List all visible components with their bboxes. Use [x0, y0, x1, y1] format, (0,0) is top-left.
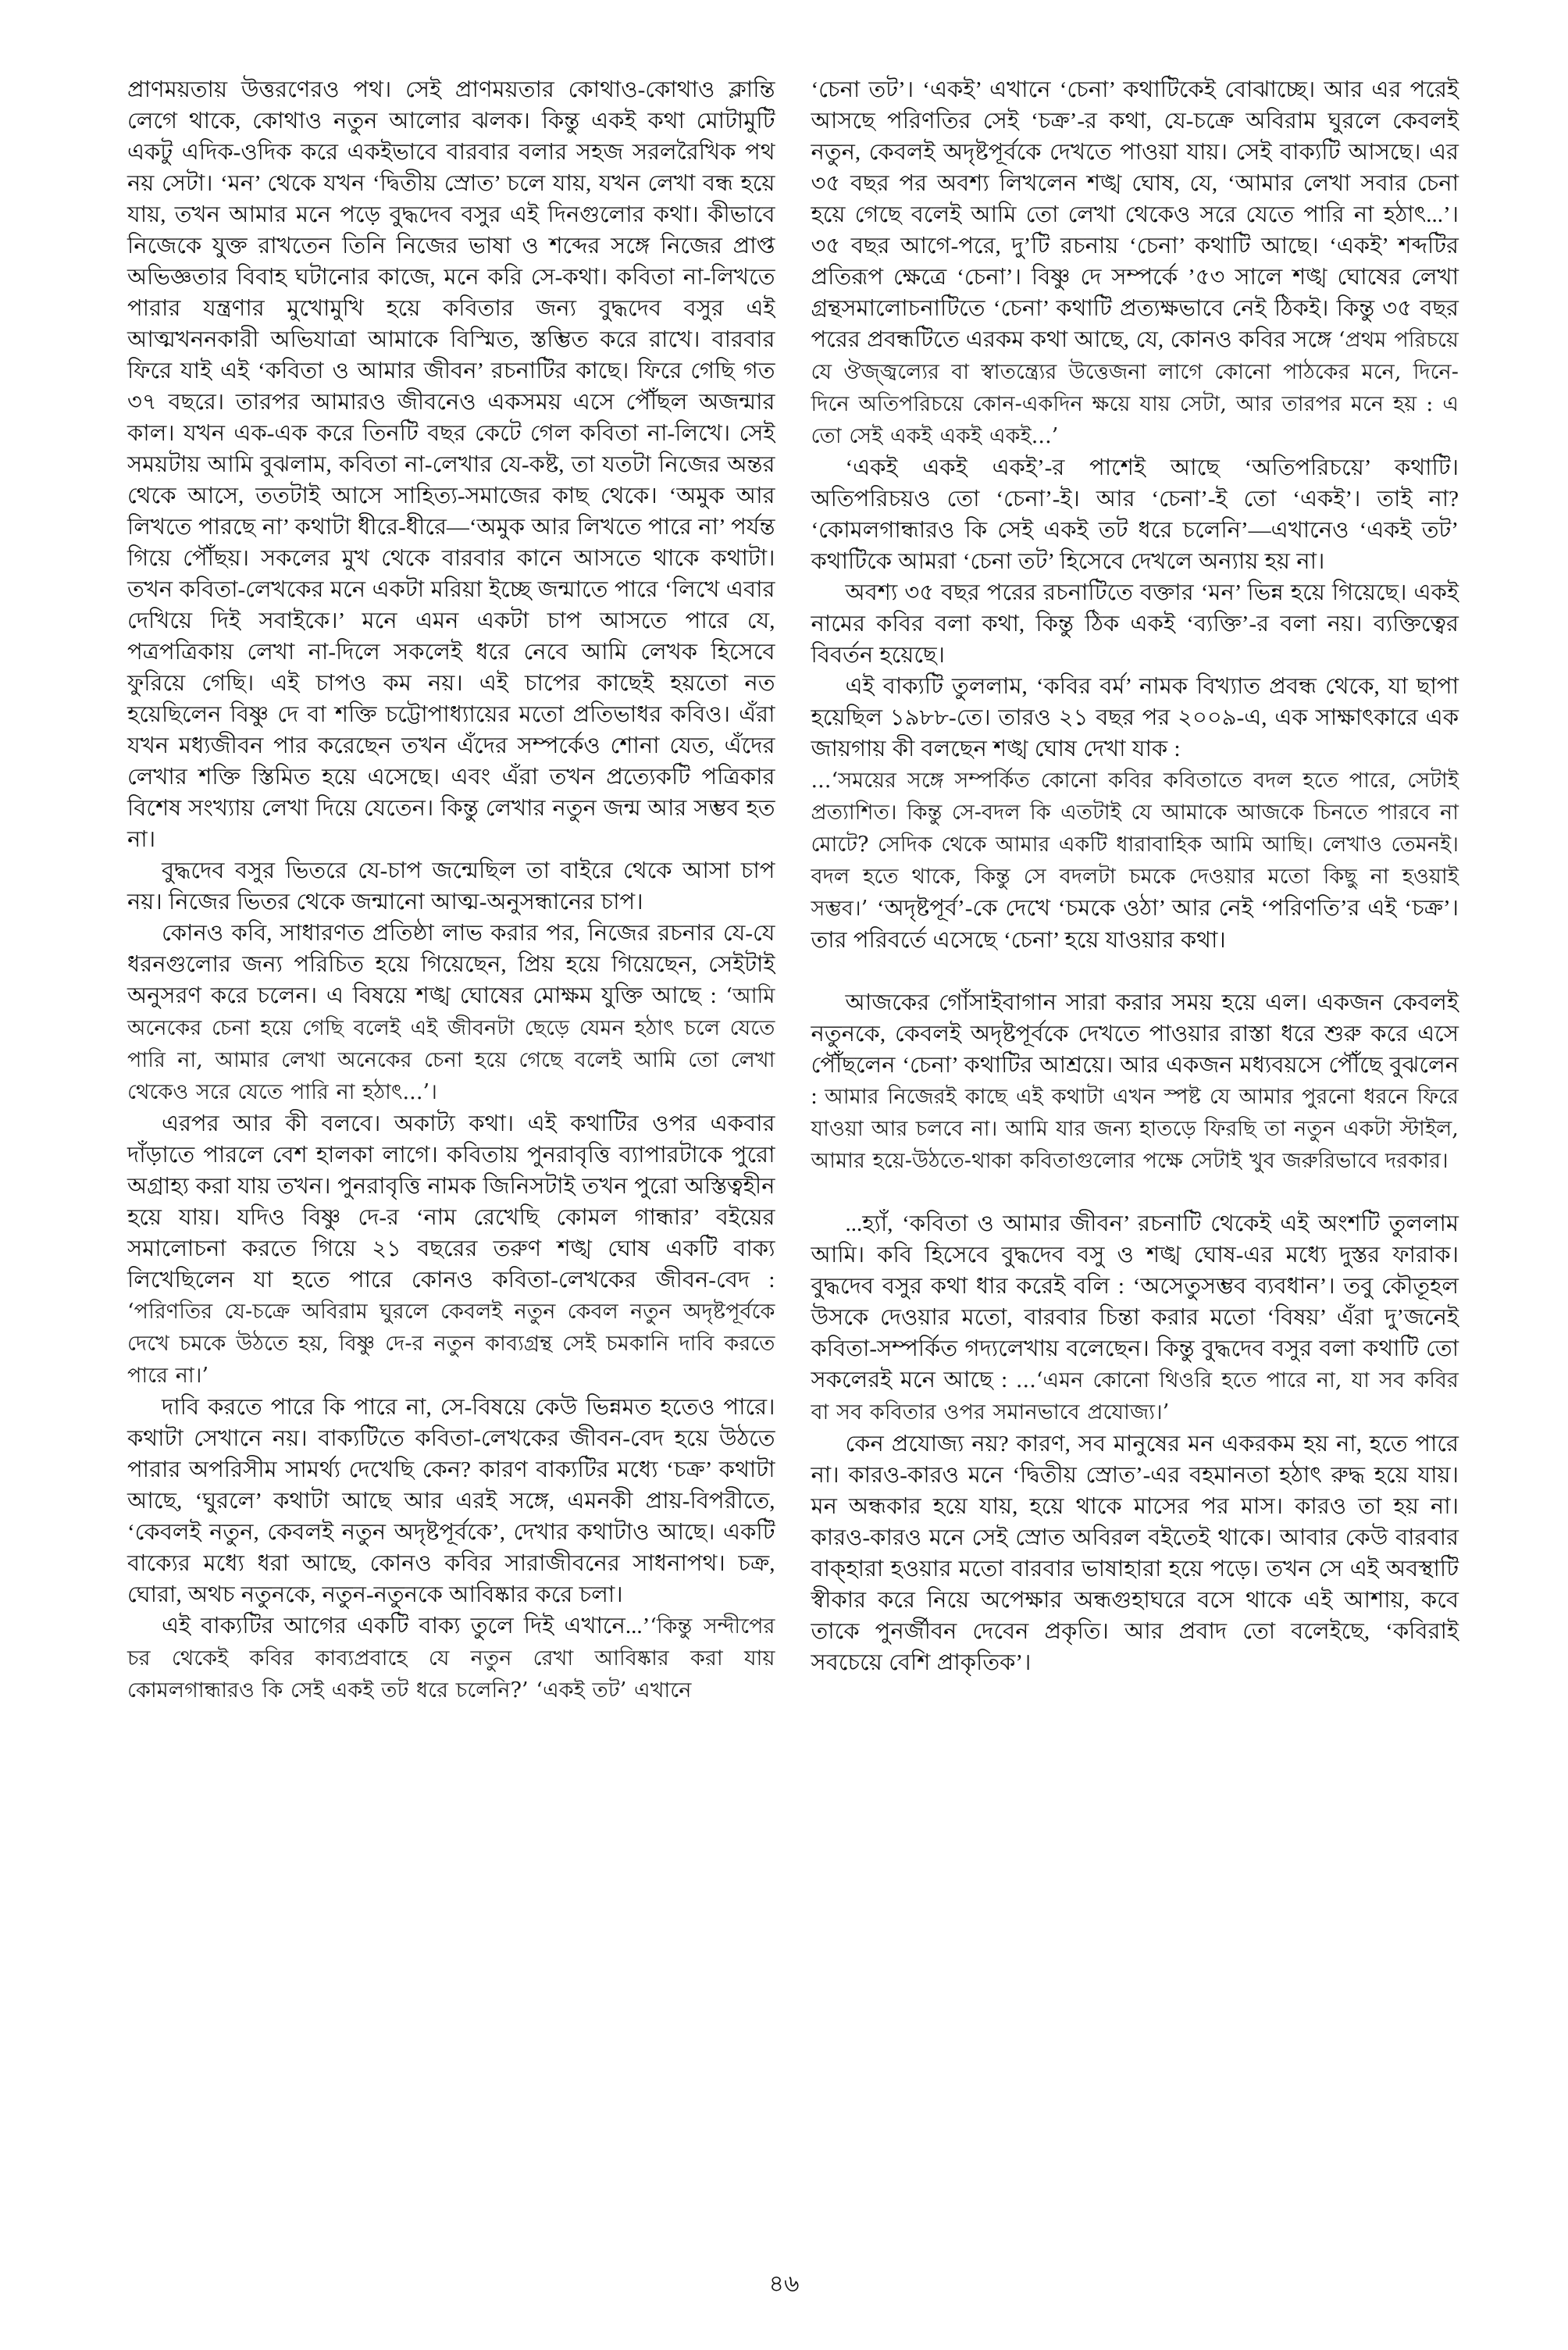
body-text: ‘একই একই একই’-র পাশেই আছে ‘অতিপরিচয়ে’ কথাটি। অতিপরিচয়ও তো ‘চেনা’-ই। আর ‘চেনা’-ই তো ‘একই’। তাই না? ‘কোমলগান্ধারও কি সেই একই তট ধরে চলেনি’—এখানেও ‘একই তট’ কথাটিকে আমরা ‘চেনা তট’ হিসেবে দেখলে অন্যায় হয় না।	[811, 455, 1459, 574]
body-text: অবশ্য ৩৫ বছর পরের রচনাটিতে বক্তার ‘মন’ ভিন্ন হয়ে গিয়েছে। একই নামের কবির বলা কথা, কিন্তু ঠিক একই ‘ব্যক্তি’-র বলা নয়। ব্যক্তিত্বের বিবর্তন হয়েছে।	[811, 580, 1459, 668]
quoted-text: আমার নিজেরই কাছে এই কথাটা এখন স্পষ্ট যে আমার পুরনো ধরনে ফিরে যাওয়া আর চলবে না। আমি যার জন্য হাতড়ে ফিরছি তা নতুন একটা স্টাইল, আমার হয়ে-উঠতে-থাকা কবিতাগুলোর পক্ষে সেটাই খুব জরুরিভাবে দরকার।	[811, 1085, 1459, 1173]
paragraph	[811, 74, 1459, 452]
paragraph	[811, 1428, 1459, 1678]
paragraph	[127, 74, 775, 855]
paragraph	[127, 1610, 775, 1706]
paragraph	[811, 452, 1459, 577]
paragraph	[127, 1108, 775, 1392]
right-column	[811, 74, 1459, 1678]
body-text: কোনও কবি, সাধারণত প্রতিষ্ঠা লাভ করার পর, নিজের রচনার যে-যে ধরনগুলোর জন্য পরিচিত হয়ে গিয়েছেন, প্রিয় হয়ে গিয়েছেন, সেইটাই অনুসরণ করে চলেন। এ বিষয়ে শঙ্খ ঘোষের মোক্ষম যুক্তি আছে :	[127, 921, 775, 1008]
paragraph	[811, 1208, 1459, 1428]
body-text: ...হ্যাঁ, ‘কবিতা ও আমার জীবন’ রচনাটি থেকেই এই অংশটি তুললাম আমি। কবি হিসেবে বুদ্ধদেব বসু ও শঙ্খ ঘোষ-এর মধ্যে দুস্তর ফারাক। বুদ্ধদেব বসুর কথা ধার করেই বলি : ‘অসেতুসম্ভব ব্যবধান’। তবু কৌতূহল উসকে দেওয়ার মতো, বারবার চিন্তা করার মতো ‘বিষয়’ এঁরা দু’জনেই কবিতা-সম্পর্কিত গদ্যলেখায় বলেছেন। কিন্তু বুদ্ধদেব বসুর বলা কথাটি তো সকলেরই মনে আছে :	[811, 1211, 1459, 1393]
body-text: প্রাণময়তায় উত্তরণেরও পথ। সেই প্রাণময়তার কোথাও-কোথাও ক্লান্তি লেগে থাকে, কোথাও নতুন আলোর ঝলক। কিন্তু একই কথা মোটামুটি একটু এদিক-ওদিক করে একইভাবে বারবার বলার সহজ সরলরৈখিক পথ নয় সেটা। ‘মন’ থেকে যখন ‘দ্বিতীয় স্রোত’ চলে যায়, যখন লেখা বন্ধ হয়ে যায়, তখন আমার মনে পড়ে বুদ্ধদেব বসুর এই দিনগুলোর কথা। কীভাবে নিজেকে যুক্ত রাখতেন তিনি নিজের ভাষা ও শব্দের সঙ্গে নিজের প্রাপ্ত অভিজ্ঞতার বিবাহ ঘটানোর কাজে, মনে করি সে-কথা। কবিতা না-লিখতে পারার যন্ত্রণার মুখোমুখি হয়ে কবিতার জন্য বুদ্ধদেব বসুর এই আত্মখননকারী অভিযাত্রা আমাকে বিস্মিত, স্তম্ভিত করে রাখে। বারবার ফিরে যাই এই ‘কবিতা ও আমার জীবন’ রচনাটির কাছে। ফিরে গেছি গত ৩৭ বছরে। তারপর আমারও জীবনেও একসময় এসে পৌঁছল অজন্মার কাল। যখন এক-এক করে তিনটি বছর কেটে গেল কবিতা না-লিখে। সেই সময়টায় আমি বুঝলাম, কবিতা না-লেখার যে-কষ্ট, তা যতটা নিজের অন্তর থেকে আসে, ততটাই আসে সাহিত্য-সমাজের কাছ থেকে। ‘অমুক আর লিখতে পারছে না’ কথাটা ধীরে-ধীরে—‘অমুক আর লিখতে পারে না’ পর্যন্ত গিয়ে পৌঁছয়। সকলের মুখ থেকে বারবার কানে আসতে থাকে কথাটা। তখন কবিতা-লেখকের মনে একটা মরিয়া ইচ্ছে জন্মাতে পারে ‘লিখে এবার দেখিয়ে দিই সবাইকে।’ মনে এমন একটা চাপ আসতে পারে যে, পত্রপত্রিকায় লেখা না-দিলে সকলেই ধরে নেবে আমি লেখক হিসেবে ফুরিয়ে গেছি। এই চাপও কম নয়। এই চাপের কাছেই হয়তো নত হয়েছিলেন বিষ্ণু দে বা শক্তি চট্টোপাধ্যায়ের মতো প্রতিভাধর কবিও। এঁরা যখন মধ্যজীবন পার করেছেন তখন এঁদের সম্পর্কেও শোনা যেত, এঁদের লেখার শক্তি স্তিমিত হয়ে এসেছে। এবং এঁরা তখন প্রত্যেকটি পত্রিকার বিশেষ সংখ্যায় লেখা দিয়ে যেতেন। কিন্তু লেখার নতুন জন্ম আর সম্ভব হত না।	[127, 77, 775, 852]
paragraph	[811, 577, 1459, 671]
body-text: ‘অদৃষ্টপূর্ব’-কে দেখে ‘চমকে ওঠা’ আর নেই ‘পরিণতি’র এই ‘চক্র’। তার পরিবর্তে এসেছে ‘চেনা’ হয়ে যাওয়ার কথা।	[811, 896, 1459, 953]
paragraph	[811, 987, 1459, 1177]
quoted-text: ‘পরিণতির যে-চক্রে অবিরাম ঘুরলে কেবলই নতুন কেবল নতুন অদৃষ্টপূর্বকে দেখে চমকে উঠতে হয়, বিষ্ণু দে-র নতুন কাব্যগ্রন্থ সেই চমকানি দাবি করতে পারে না।’	[127, 1300, 775, 1388]
body-text: বুদ্ধদেব বসুর ভিতরে যে-চাপ জন্মেছিল তা বাইরে থেকে আসা চাপ নয়। নিজের ভিতর থেকে জন্মানো আত্ম-অনুসন্ধানের চাপ।	[127, 858, 775, 915]
body-text: কেন প্রযোজ্য নয়? কারণ, সব মানুষের মন একরকম হয় না, হতে পারে না। কারও-কারও মনে ‘দ্বিতীয় স্রোত’-এর বহমানতা হঠাৎ রুদ্ধ হয়ে যায়। মন অন্ধকার হয়ে যায়, হয়ে থাকে মাসের পর মাস। কারও তা হয় না। কারও-কারও মনে সেই স্রোত অবিরল বইতেই থাকে। আবার কেউ বারবার বাক্‌হারা হওয়ার মতো বারবার ভাষাহারা হয়ে পড়ে। তখন সে এই অবস্থাটি স্বীকার করে নিয়ে অপেক্ষার অন্ধগুহাঘরে বসে থাকে এই আশায়, কবে তাকে পুনর্জীবন দেবেন প্রকৃতি। আর প্রবাদ তো বলেইছে, ‘কবিরাই সবচেয়ে বেশি প্রাকৃতিক’।	[811, 1432, 1459, 1675]
left-column	[127, 74, 775, 1706]
paragraph	[127, 918, 775, 1108]
paragraph	[811, 671, 1459, 765]
quoted-text: ‘কিন্তু সন্দীপের চর থেকেই কবির কাব্যপ্রবাহে যে নতুন রেখা আবিষ্কার করা যায় কোমলগান্ধারও কি সেই একই তট ধরে চলেনি?’ ‘একই তট’ এখানে	[127, 1614, 775, 1703]
paragraph	[127, 1392, 775, 1610]
quoted-text: ...‘এমন কোনো থিওরি হতে পারে না, যা সব কবির বা সব কবিতার ওপর সমানভাবে প্রযোজ্য।’	[811, 1368, 1459, 1425]
paragraph	[127, 855, 775, 918]
text-columns	[127, 74, 1459, 1706]
paragraph	[811, 765, 1459, 956]
quoted-text: ...‘সময়ের সঙ্গে সম্পর্কিত কোনো কবির কবিতাতে বদল হতে পারে, সেটাই প্রত্যাশিত। কিন্তু সে-বদল কি এতটাই যে আমাকে আজকে চিনতে পারবে না মোটে? সেদিক থেকে আমার একটি ধারাবাহিক আমি আছি। লেখাও তেমনই। বদল হতে থাকে, কিন্তু সে বদলটা চমকে দেওয়ার মতো কিছু না হওয়াই সম্ভব।’	[811, 768, 1459, 921]
body-text: এই বাক্যটি তুললাম, ‘কবির বর্ম’ নামক বিখ্যাত প্রবন্ধ থেকে, যা ছাপা হয়েছিল ১৯৮৮-তে। তারও ২১ বছর পর ২০০৯-এ, এক সাক্ষাৎকারে এক জায়গায় কী বলছেন শঙ্খ ঘোষ দেখা যাক :	[811, 674, 1459, 761]
body-text: আজকের গোঁসাইবাগান সারা করার সময় হয়ে এল। একজন কেবলই নতুনকে, কেবলই অদৃষ্টপূর্বকে দেখতে পাওয়ার রাস্তা ধরে শুরু করে এসে পৌঁছলেন ‘চেনা’ কথাটির আশ্রয়ে। আর একজন মধ্যবয়সে পৌঁছে বুঝলেন :	[811, 990, 1459, 1109]
body-text: দাবি করতে পারে কি পারে না, সে-বিষয়ে কেউ ভিন্নমত হতেও পারে। কথাটা সেখানে নয়। বাক্যটিতে কবিতা-লেখকের জীবন-বেদ হয়ে উঠতে পারার অপরিসীম সামর্থ্য দেখেছি কেন? কারণ বাক্যটির মধ্যে ‘চক্র’ কথাটা আছে, ‘ঘুরলে’ কথাটা আছে আর এরই সঙ্গে, এমনকী প্রায়-বিপরীতে, ‘কেবলই নতুন, কেবলই নতুন অদৃষ্টপূর্বকে’, দেখার কথাটাও আছে। একটি বাক্যের মধ্যে ধরা আছে, কোনও কবির সারাজীবনের সাধনাপথ। চক্র, ঘোরা, অথচ নতুনকে, নতুন-নতুনকে আবিষ্কার করে চলা।	[127, 1395, 775, 1607]
body-text: এই বাক্যটির আগের একটি বাক্য তুলে দিই এখানে...’	[162, 1614, 650, 1639]
page-number: ৪৬	[768, 2271, 800, 2297]
body-text: ‘চেনা তট’। ‘একই’ এখানে ‘চেনা’ কথাটিকেই বোঝাচ্ছে। আর এর পরেই আসছে পরিণতির সেই ‘চক্র’-র কথা, যে-চক্রে অবিরাম ঘুরলে কেবলই নতুন, কেবলই অদৃষ্টপূর্বকে দেখতে পাওয়া যায়। সেই বাক্যটি আসছে। এর ৩৫ বছর পর অবশ্য লিখলেন শঙ্খ ঘোষ, যে, ‘আমার লেখা সবার চেনা হয়ে গেছে বলেই আমি তো লেখা থেকেও সরে যেতে পারি না হঠাৎ...’। ৩৫ বছর আগে-পরে, দু’টি রচনায় ‘চেনা’ কথাটি আছে। ‘একই’ শব্দটির প্রতিরূপ ক্ষেত্রে ‘চেনা’। বিষ্ণু দে সম্পর্কে ’৫৩ সালে শঙ্খ ঘোষের লেখা গ্রন্থসমালোচনাটিতে ‘চেনা’ কথাটি প্রত্যক্ষভাবে নেই ঠিকই। কিন্তু ৩৫ বছর পরের প্রবন্ধটিতে এরকম কথা আছে, যে, কোনও কবির সঙ্গে	[811, 77, 1459, 352]
body-text: এরপর আর কী বলবে। অকাট্য কথা। এই কথাটির ওপর একবার দাঁড়াতে পারলে বেশ হালকা লাগে। কবিতায় পুনরাবৃত্তি ব্যাপারটাকে পুরো অগ্রাহ্য করা যায় তখন। পুনরাবৃত্তি নামক জিনিসটাই তখন পুরো অস্তিত্বহীন হয়ে যায়। যদিও বিষ্ণু দে-র ‘নাম রেখেছি কোমল গান্ধার’ বইয়ের সমালোচনা করতে গিয়ে ২১ বছরের তরুণ শঙ্খ ঘোষ একটি বাক্য লিখেছিলেন যা হতে পারে কোনও কবিতা-লেখকের জীবন-বেদ :	[127, 1111, 775, 1293]
quoted-text: ‘প্রথম পরিচয়ে যে ঔজ্জ্বল্যের বা স্বাতন্ত্র্যের উত্তেজনা লাগে কোনো পাঠকের মনে, দিনে-দিনে অতিপরিচয়ে কোন-একদিন ক্ষয়ে যায় সেটা, আর তারপর মনে হয় : এ তো সেই একই একই একই...’	[811, 328, 1459, 448]
quoted-text: ‘আমি অনেকের চেনা হয়ে গেছি বলেই এই জীবনটা ছেড়ে যেমন হঠাৎ চলে যেতে পারি না, আমার লেখা অনেকের চেনা হয়ে গেছে বলেই আমি তো লেখা থেকেও সরে যেতে পারি না হঠাৎ...’।	[127, 984, 775, 1104]
